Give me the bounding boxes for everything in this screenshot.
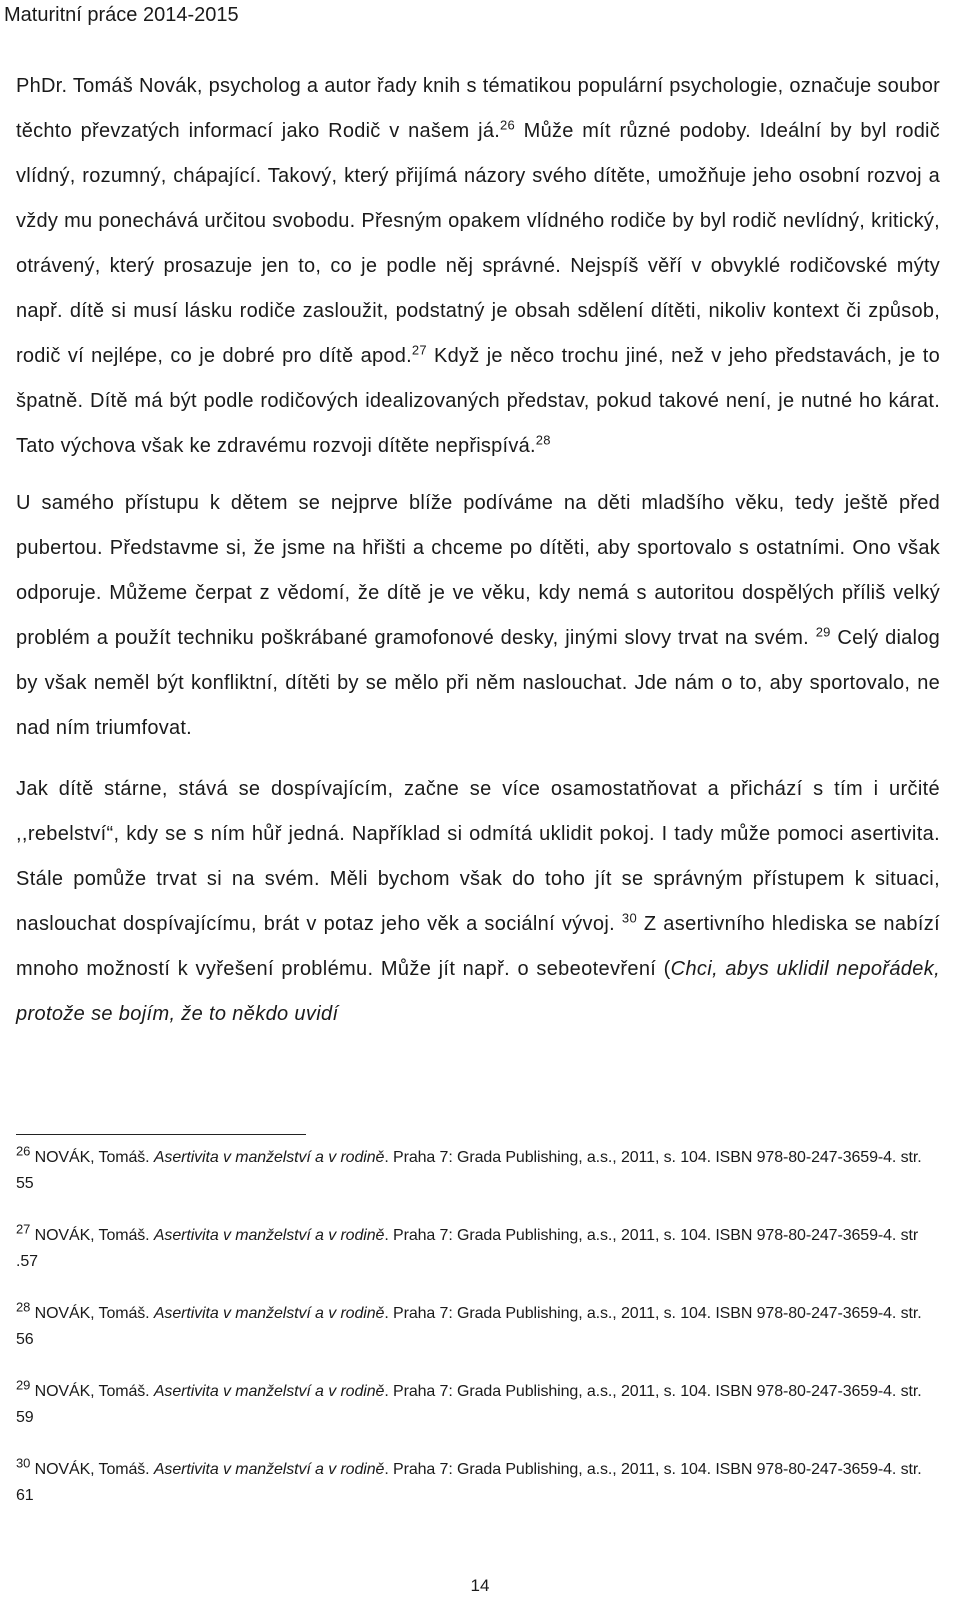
paragraph-2: [16, 481, 940, 751]
footnote-29: [16, 1379, 940, 1431]
footnote-reference: 26: [500, 117, 515, 133]
footnote-author: NOVÁK, Tomáš.: [34, 1227, 154, 1244]
footnote-details: . Praha 7: Grada Publishing, a.s., 2011, s. 104. ISBN 978-80-247-3659-4. str. 59: [16, 1383, 922, 1426]
page-header: Maturitní práce 2014-2015: [4, 4, 239, 26]
text-run: Celý dialog by však neměl být konfliktní, dítěti by se mělo při něm naslouchat. Jde nám o to, aby sportovalo, ne nad ním triumfovat.: [16, 627, 940, 739]
footnote-number: 29: [16, 1377, 31, 1393]
footnote-book-title: Asertivita v manželství a v rodině: [153, 1305, 385, 1322]
footnote-details: . Praha 7: Grada Publishing, a.s., 2011, s. 104. ISBN 978-80-247-3659-4. str. 55: [16, 1149, 922, 1192]
footnote-number: 26: [16, 1143, 31, 1159]
footnote-number: 27: [16, 1221, 31, 1237]
text-run: PhDr. Tomáš Novák, psycholog a autor řady knih s tématikou populární psychologie, označuje soubor těchto převzatých informací jako Rodič v našem já.: [16, 75, 940, 142]
footnote-reference: 30: [621, 910, 638, 926]
italic-text: Chci, abys uklidil nepořádek, protože se bojím, že to někdo uvidí: [16, 958, 940, 1025]
footnote-book-title: Asertivita v manželství a v rodině: [153, 1227, 385, 1244]
footnote-author: NOVÁK, Tomáš.: [34, 1149, 154, 1166]
body-text: [16, 64, 940, 1037]
footnote-26: [16, 1145, 940, 1197]
footnote-book-title: Asertivita v manželství a v rodině: [153, 1461, 385, 1478]
text-run: Může mít různé podoby. Ideální by byl rodič vlídný, rozumný, chápající. Takový, který přijímá názory svého dítěte, umožňuje jeho osobní rozvoj a vždy mu ponechává určitou svobodu. Přesným opakem vlídného rodiče by byl rodič nevlídný, kritický, otrávený, který prosazuje jen to, co je podle něj správné. Nejspíš věří v obvyklé rodičovské mýty např. dítě si musí lásku rodiče zasloužit, podstatný je obsah sdělení dítěti, nikoliv kontext či způsob, rodič ví nejlépe, co je dobré pro dítě apod.: [16, 120, 941, 367]
footnote-reference: 27: [411, 342, 427, 358]
footnote-27: [16, 1223, 940, 1275]
text-run: U samého přístupu k dětem se nejprve blíže podíváme na děti mladšího věku, tedy ještě před pubertou. Představme si, že jsme na hřišti a chceme po dítěti, aby sportovalo s ostatními. Ono však odporuje. Můžeme čerpat z vědomí, že dítě je ve věku, kdy nemá s autoritou dospělých příliš velký problém a použít techniku poškrábané gramofonové desky, jinými slovy trvat na svém.: [16, 492, 940, 649]
footnote-author: NOVÁK, Tomáš.: [34, 1305, 154, 1322]
footnote-author: NOVÁK, Tomáš.: [34, 1461, 154, 1478]
footnote-number: 30: [16, 1455, 31, 1471]
footnote-reference: 29: [815, 624, 831, 640]
page-number: 14: [470, 1576, 490, 1595]
footnote-author: NOVÁK, Tomáš.: [34, 1383, 154, 1400]
footnote-book-title: Asertivita v manželství a v rodině: [153, 1149, 385, 1166]
footnote-book-title: Asertivita v manželství a v rodině: [153, 1383, 385, 1400]
footnotes: [16, 1145, 940, 1535]
footnote-details: . Praha 7: Grada Publishing, a.s., 2011, s. 104. ISBN 978-80-247-3659-4. str. 56: [16, 1305, 922, 1348]
footnote-30: [16, 1457, 940, 1509]
footnote-details: . Praha 7: Grada Publishing, a.s., 2011, s. 104. ISBN 978-80-247-3659-4. str. 61: [16, 1461, 922, 1504]
footnote-number: 28: [16, 1299, 31, 1315]
text-run: Jak dítě stárne, stává se dospívajícím, začne se více osamostatňovat a přichází s tím i určité ,,rebelství“, kdy se s ním hůř jedná. Například si odmítá uklidit pokoj. I tady může pomoci asertivita. Stále pomůže trvat si na svém. Měli bychom však do toho jít se správným přístupem k situaci, naslouchat dospívajícímu, brát v potaz jeho věk a sociální vývoj.: [16, 778, 940, 935]
paragraph-3: [16, 767, 940, 1037]
text-run: Když je něco trochu jiné, než v jeho představách, je to špatně. Dítě má být podle rodičových idealizovaných představ, pokud takové není, je nutné ho kárat. Tato výchova však ke zdravému rozvoji dítěte nepřispívá.: [16, 345, 940, 457]
paragraph-1: [16, 64, 940, 469]
footnote-28: [16, 1301, 940, 1353]
footnote-separator: [16, 1134, 306, 1135]
footnote-reference: 28: [535, 432, 551, 448]
text-run: Z asertivního hlediska se nabízí mnoho možností k vyřešení problému. Může jít např. o sebeotevření (: [16, 913, 941, 980]
footnote-details: . Praha 7: Grada Publishing, a.s., 2011, s. 104. ISBN 978-80-247-3659-4. str .57: [16, 1227, 919, 1270]
